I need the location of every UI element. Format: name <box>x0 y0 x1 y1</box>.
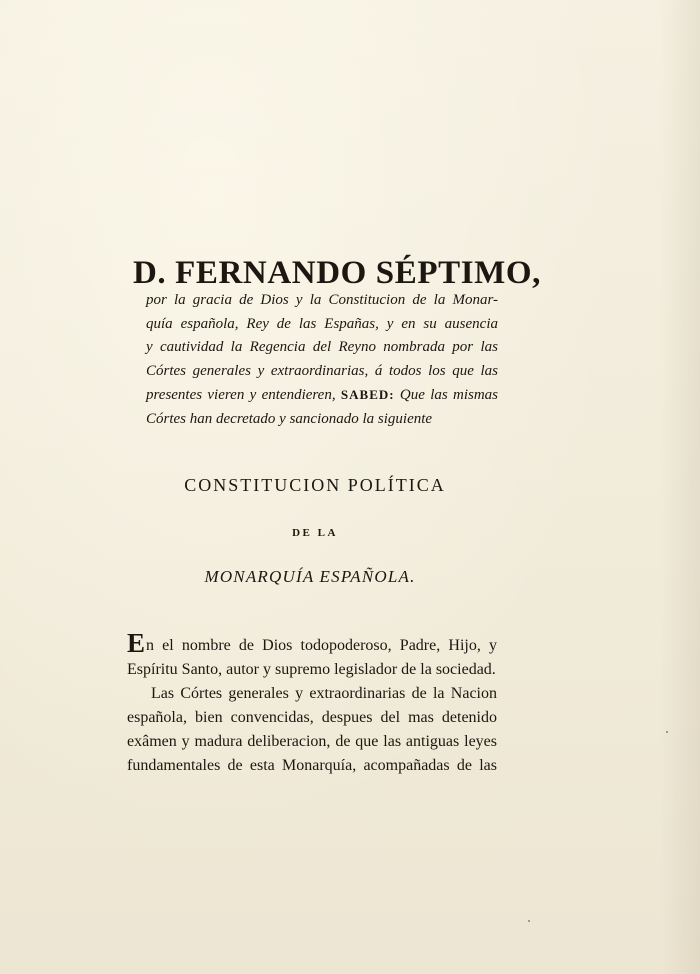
body-line: Las Córtes generales y extraordinarias de la Nacion <box>151 685 497 702</box>
preamble-line-5-start: presentes vieren y entendieren, <box>146 387 336 404</box>
body-line: fundamentales de esta Monarquía, acompañadas de las <box>127 757 497 774</box>
body-line: exâmen y madura deliberacion, de que las antiguas leyes <box>127 733 497 750</box>
preamble-last-line: Córtes han decretado y sancionado la siguiente <box>146 410 433 427</box>
preamble-line: Córtes generales y extraordinarias, á todos los que las <box>146 362 498 379</box>
paper-speck <box>666 731 668 733</box>
preamble-line: por la gracia de Dios y la Constitucion de la Monar- <box>146 292 498 308</box>
body-line: española, bien convencidas, despues del mas detenido <box>127 709 497 726</box>
preamble-line: y cautividad la Regencia del Reyno nombrada por las <box>146 339 498 356</box>
royal-preamble <box>146 289 498 432</box>
body-line-1-text: n el nombre de Dios todopoderoso, Padre, Hijo, y <box>146 637 497 654</box>
drop-cap: E <box>127 628 146 658</box>
title-monarquia: MONARQUÍA ESPAÑOLA. <box>204 567 416 586</box>
sabed-word: SABED: <box>340 387 395 403</box>
preamble-line-5-end: Que las mismas <box>399 387 499 404</box>
preamble-line-5 <box>146 383 498 408</box>
page-edge-shadow <box>660 0 700 974</box>
body-paragraphs <box>127 628 497 778</box>
page-heading: D. FERNANDO SÉPTIMO, <box>133 255 542 291</box>
paper-speck <box>528 920 530 922</box>
body-line-1 <box>127 628 497 658</box>
body-line: Espíritu Santo, autor y supremo legislador de la sociedad. <box>127 661 496 678</box>
title-constitucion: CONSTITUCION POLÍTICA <box>184 475 446 495</box>
title-de-la: DE LA <box>292 527 338 539</box>
preamble-line: quía española, Rey de las Españas, y en su ausencia <box>146 315 498 332</box>
